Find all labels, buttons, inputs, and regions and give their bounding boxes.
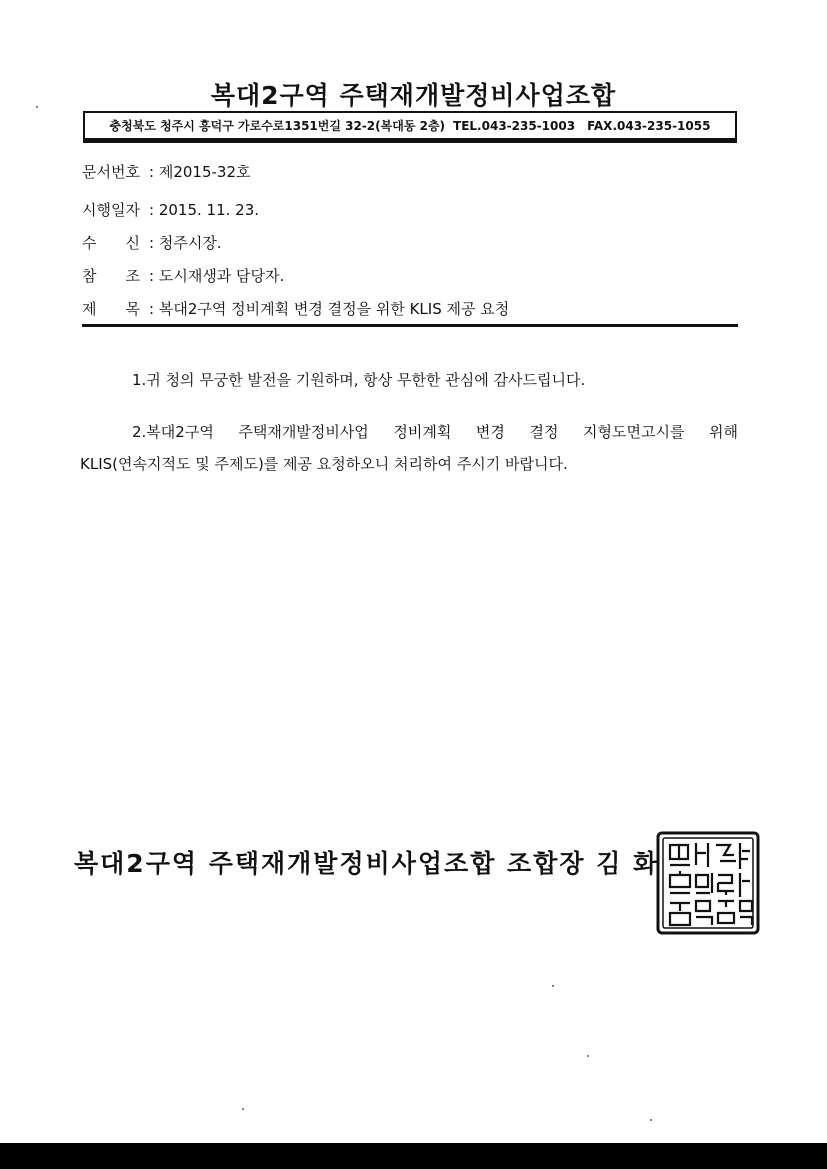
body-paragraph-2-line-1: 2.복대2구역 주택재개발정비사업 정비계획 변경 결정 지형도면고시를 위해 (132, 423, 738, 441)
letterhead-fax: FAX.043-235-1055 (587, 118, 711, 133)
header-divider (82, 324, 738, 327)
meta-separator: : (149, 163, 155, 181)
recipient-row (82, 232, 222, 253)
subject-row (82, 298, 509, 319)
letterhead-address-bar (83, 111, 737, 143)
scan-speck (650, 1119, 652, 1121)
signature-partial-name: 화 (633, 849, 660, 878)
reference-value: 도시재생과 담당자. (158, 267, 285, 285)
meta-separator: : (149, 234, 155, 252)
scan-speck (36, 106, 38, 108)
doc-number-label: 문서번호 (82, 163, 140, 181)
signature-line (74, 844, 659, 880)
meta-separator: : (149, 300, 155, 318)
scan-speck (242, 1108, 244, 1110)
letterhead-tel: TEL.043-235-1003 (453, 118, 576, 133)
recipient-label: 수 신 (82, 234, 140, 252)
date-value: 2015. 11. 23. (158, 201, 260, 219)
date-label: 시행일자 (82, 201, 140, 219)
date-row (82, 199, 259, 220)
signature-text: 복대2구역 주택재개발정비사업조합 조합장 김 (74, 849, 634, 878)
reference-label: 참 조 (82, 267, 140, 285)
official-seal-stamp (656, 831, 760, 935)
meta-separator: : (149, 201, 155, 219)
subject-value: 복대2구역 정비계획 변경 결정을 위한 KLIS 제공 요청 (158, 300, 510, 318)
scan-bottom-edge (0, 1143, 827, 1169)
doc-number-row (82, 161, 251, 182)
body-paragraph-2-line-2: KLIS(연속지적도 및 주제도)를 제공 요청하오니 처리하여 주시기 바랍니다. (80, 455, 568, 473)
body-paragraph-1: 1.귀 청의 무궁한 발전을 기원하며, 항상 무한한 관심에 감사드립니다. (132, 371, 586, 389)
scan-speck (587, 1055, 589, 1057)
scan-speck (552, 985, 554, 987)
subject-label: 제 목 (82, 300, 140, 318)
recipient-value: 청주시장. (158, 234, 222, 252)
doc-number-value: 제2015-32호 (158, 163, 251, 181)
letterhead-title: 복대2구역 주택재개발정비사업조합 (210, 81, 617, 110)
reference-row (82, 265, 284, 286)
meta-separator: : (149, 267, 155, 285)
letterhead-address: 충청북도 청주시 흥덕구 가로수로1351번길 32-2(복대동 2층) (109, 119, 446, 133)
